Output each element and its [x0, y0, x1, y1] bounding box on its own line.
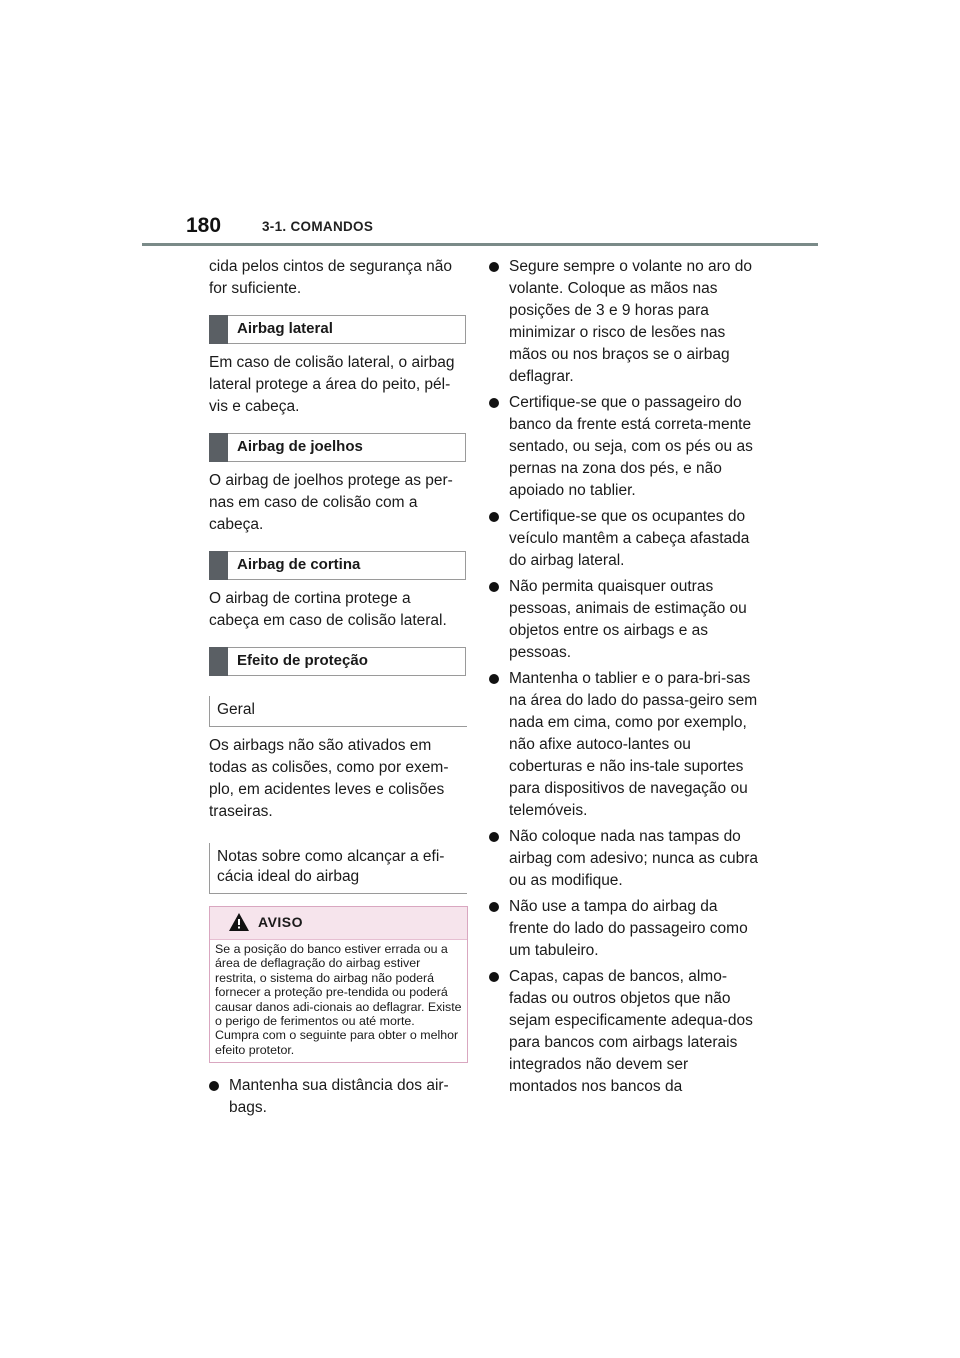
- warning-title: AVISO: [258, 914, 304, 930]
- section-text: Em caso de colisão lateral, o airbag lateral protege a área do peito, pél-vis e cabeça.: [209, 354, 455, 415]
- bullet-icon: [489, 512, 499, 522]
- geral-text: Os airbags não são ativados em todas as colisões, como por exem-plo, em acidentes leves e colisões traseiras.: [209, 737, 449, 820]
- section-title: Airbag de cortina: [237, 556, 361, 573]
- bullet-icon: [489, 832, 499, 842]
- list-item: Certifique-se que os ocupantes do veículo mantêm a cabeça afastada do airbag lateral.: [489, 506, 759, 572]
- list-item: Não permita quaisquer outras pessoas, animais de estimação ou objetos entre os airbags e as pessoas.: [489, 576, 759, 664]
- bullet-icon: [209, 1081, 219, 1091]
- bullet-icon: [489, 902, 499, 912]
- list-item: Mantenha o tablier e o para-bri-sas na área do lado do passa-geiro sem nada em cima, como por exemplo, não afixe autoco-lantes ou coberturas e não ins-tale suportes para dispositivos de navegação ou telemóveis.: [489, 668, 759, 822]
- section-title: Airbag lateral: [237, 320, 333, 337]
- bullet-icon: [489, 262, 499, 272]
- list-item: Segure sempre o volante no aro do volante. Coloque as mãos nas posições de 3 e 9 horas para minimizar o risco de lesões nas mãos ou nos braços se o airbag deflagrar.: [489, 256, 759, 388]
- bullet-icon: [489, 972, 499, 982]
- section-marker: [209, 433, 228, 462]
- list-item: Capas, capas de bancos, almo-fadas ou outros objetos que não sejam especificamente adequa-dos para bancos com airbags laterais integrados não devem ser montados nos bancos da: [489, 966, 759, 1098]
- right-column: [489, 256, 759, 1098]
- section-heading-airbag-joelhos: [209, 433, 466, 462]
- subheading-notas: Notas sobre como alcançar a efi-cácia ideal do airbag: [209, 843, 467, 894]
- chapter-title: 3-1. COMANDOS: [262, 219, 374, 234]
- section-heading-efeito-protecao: [209, 647, 466, 676]
- bullet-icon: [489, 674, 499, 684]
- right-bullet-list: [489, 256, 759, 1098]
- warning-header: [210, 907, 467, 940]
- subheading-geral: Geral: [209, 696, 467, 727]
- intro-text: cida pelos cintos de segurança não for suficiente.: [209, 258, 452, 297]
- bullet-icon: [489, 582, 499, 592]
- section-marker: [209, 551, 228, 580]
- section-title: Airbag de joelhos: [237, 438, 363, 455]
- section-marker: [209, 647, 228, 676]
- list-item: Mantenha sua distância dos air-bags.: [209, 1075, 465, 1119]
- left-column: [209, 256, 471, 1119]
- section-text: O airbag de joelhos protege as per-nas em caso de colisão com a cabeça.: [209, 472, 453, 533]
- section-heading-airbag-cortina: [209, 551, 466, 580]
- bullet-icon: [489, 398, 499, 408]
- section-text: O airbag de cortina protege a cabeça em caso de colisão lateral.: [209, 590, 447, 629]
- warning-triangle-icon: [228, 912, 250, 932]
- section-heading-airbag-lateral: [209, 315, 466, 344]
- section-marker: [209, 315, 228, 344]
- page-number: 180: [186, 214, 222, 237]
- list-item: Não use a tampa do airbag da frente do lado do passageiro como um tabuleiro.: [489, 896, 759, 962]
- section-title: Efeito de proteção: [237, 652, 368, 669]
- left-bullet-list: [209, 1075, 465, 1119]
- list-item: Não coloque nada nas tampas do airbag com adesivo; nunca as cubra ou as modifique.: [489, 826, 759, 892]
- warning-text: Se a posição do banco estiver errada ou a área de deflagração do airbag estiver restrita, o sistema do airbag não poderá fornecer a proteção pre-tendida ou poderá causar danos adi-cionais ao deflagrar. Existe o perigo de ferimentos ou até morte. Cumpra com o seguinte para obter o melhor efeito protetor.: [215, 942, 462, 1057]
- header-divider: [142, 243, 818, 246]
- list-item: Certifique-se que o passageiro do banco da frente está correta-mente sentado, ou seja, com os pés ou as pernas na zona dos pés, e não apoiado no tablier.: [489, 392, 759, 502]
- warning-box: [209, 906, 468, 1063]
